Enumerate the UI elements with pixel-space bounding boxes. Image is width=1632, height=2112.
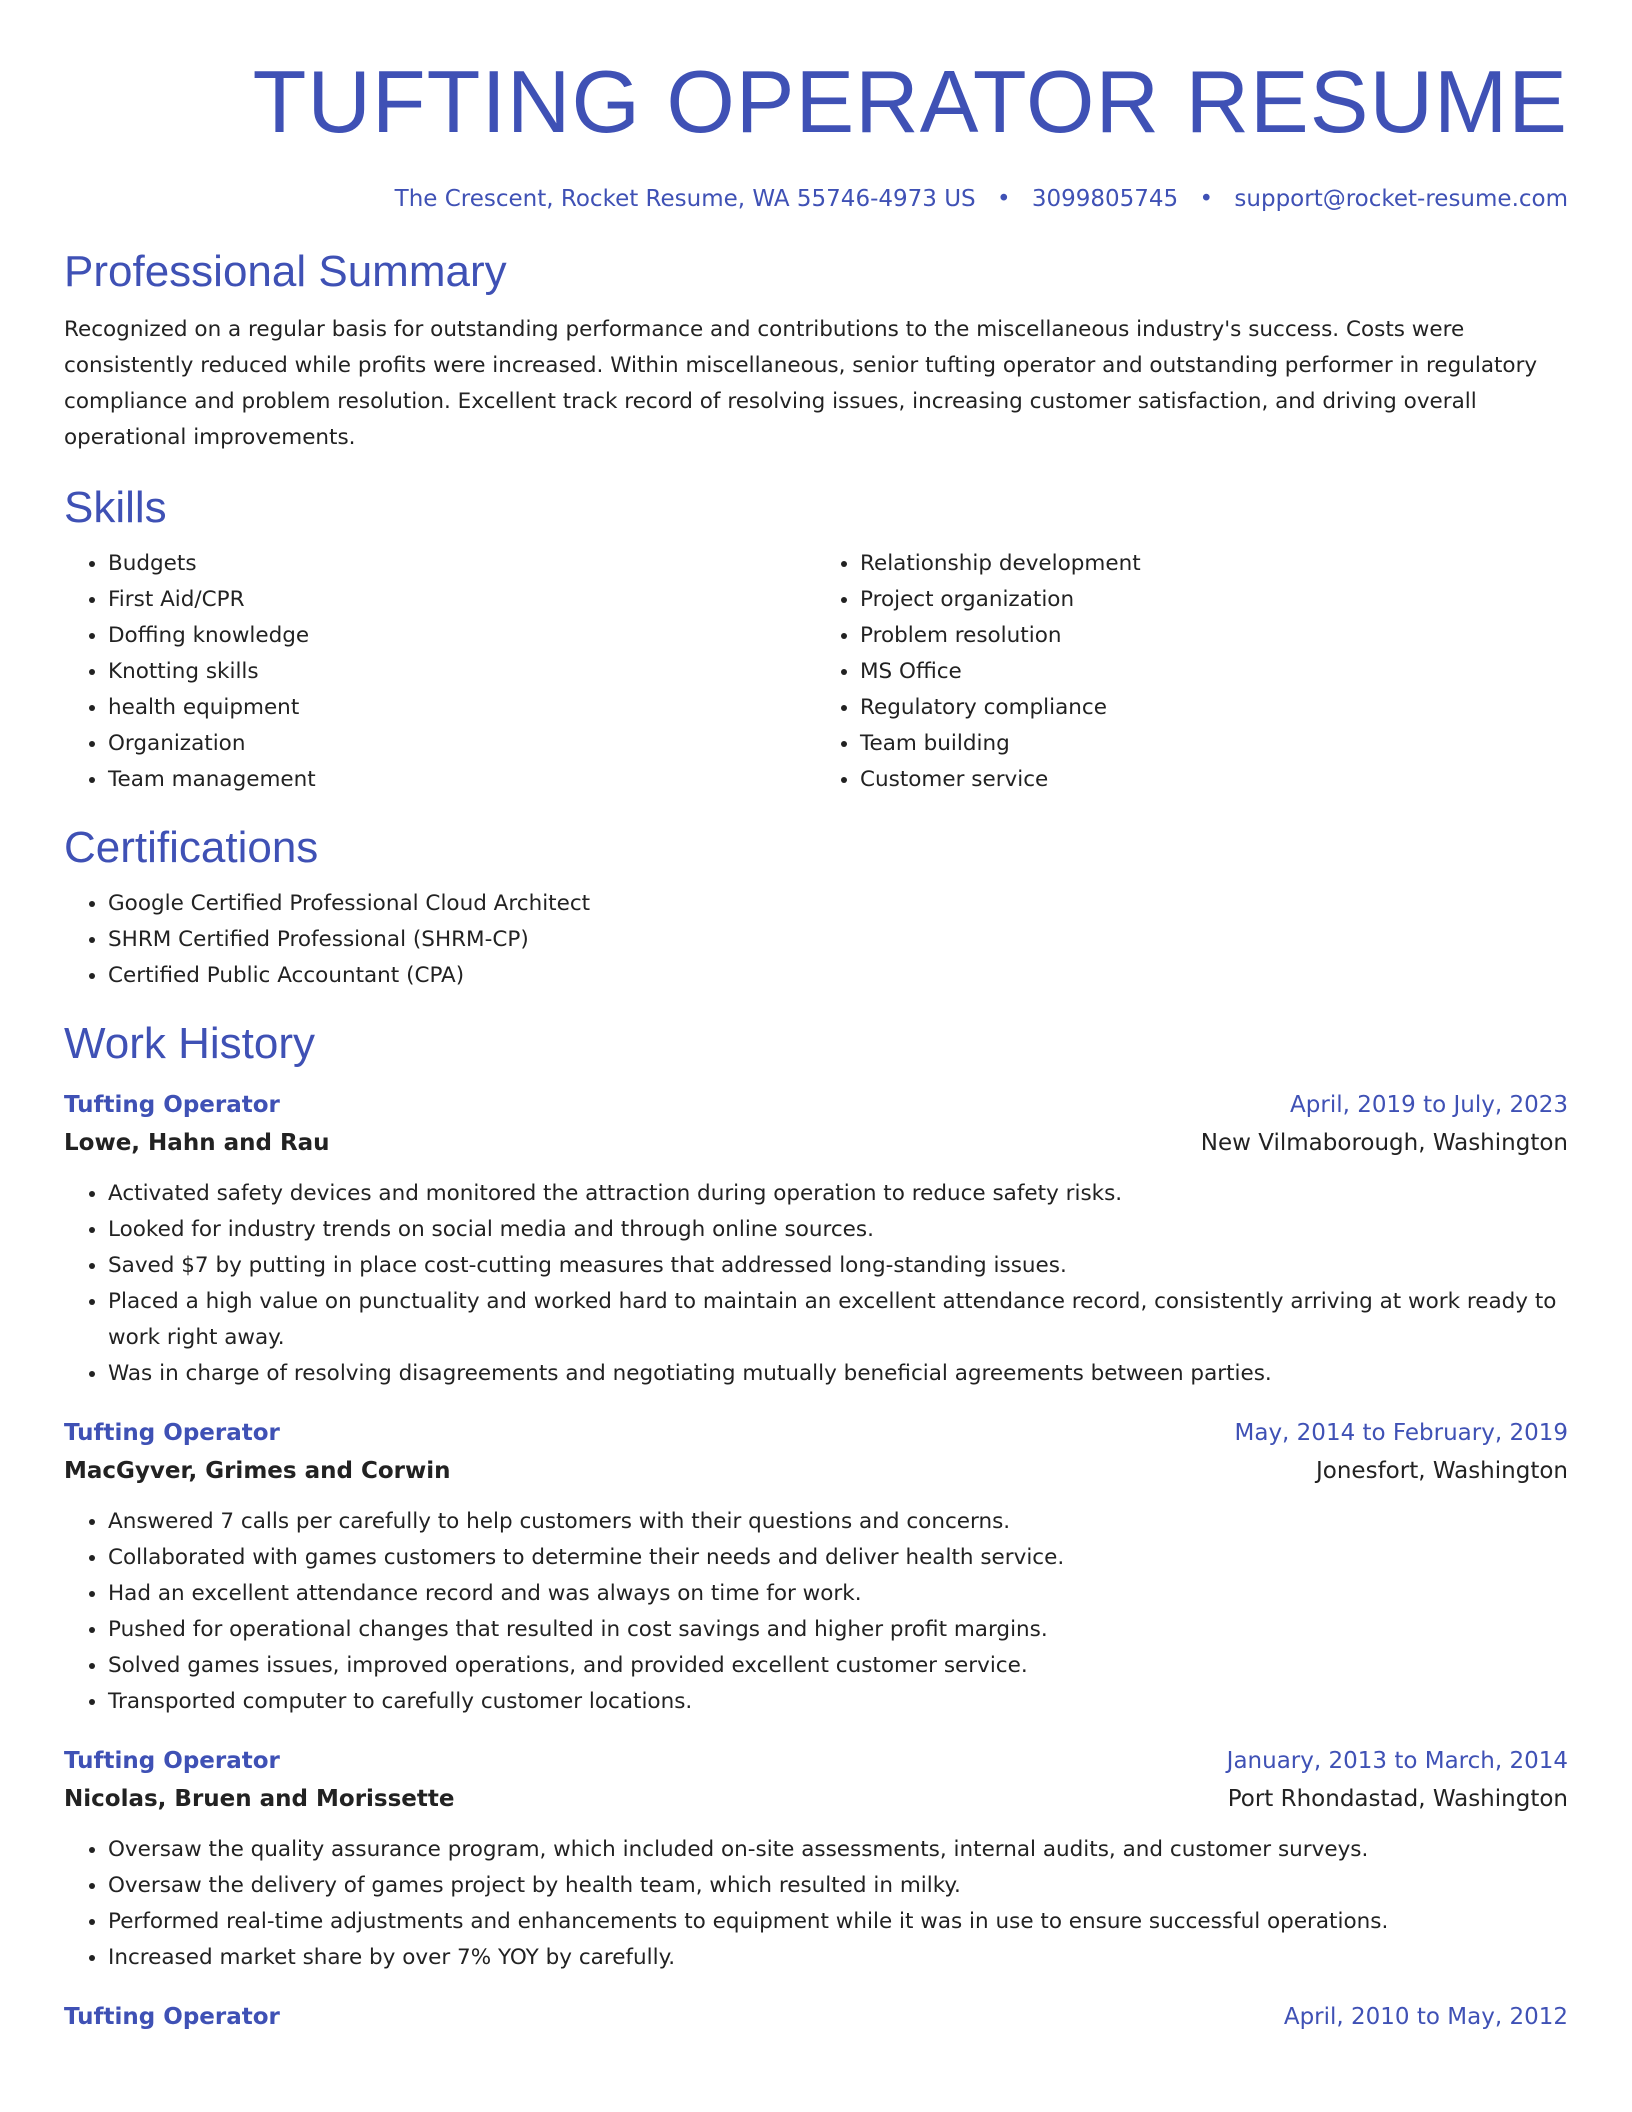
job-entry	[64, 1998, 1568, 2036]
contact-separator: •	[1199, 186, 1214, 212]
summary-text: Recognized on a regular basis for outstanding performance and contributions to the miscellaneous industry's success. Costs were consistently reduced while profits were increased. Within miscellaneous, senior tufting operator and outstanding performer in regulatory compliance and problem resolution. Excellent track record of resolving issues, increasing customer satisfaction, and driving overall operational improvements.	[64, 317, 1538, 450]
skill-item: • Team management	[108, 762, 816, 798]
job-bullet: • Transported computer to carefully customer locations.	[108, 1684, 1568, 1720]
certifications-section	[64, 820, 1568, 994]
job-location: New Vilmaborough, Washington	[1200, 1130, 1568, 1156]
job-header-row	[64, 1742, 1568, 1780]
job-bullet-list	[64, 1504, 1568, 1720]
contact-address: The Crescent, Rocket Resume, WA 55746-4973 US	[394, 186, 976, 212]
section-heading-certifications: Certifications	[64, 823, 319, 872]
job-title: Tufting Operator	[64, 1748, 280, 1774]
section-heading-work-history: Work History	[64, 1019, 315, 1068]
job-bullet: • Activated safety devices and monitored the attraction during operation to reduce safety risks.	[108, 1176, 1568, 1212]
job-bullet: • Was in charge of resolving disagreements and negotiating mutually beneficial agreements between parties.	[108, 1356, 1568, 1392]
job-header-row	[64, 1998, 1568, 2036]
job-bullet: • Had an excellent attendance record and was always on time for work.	[108, 1576, 1568, 1612]
job-company-row	[64, 1124, 1568, 1162]
contact-line	[64, 184, 1568, 214]
skill-item: • Budgets	[108, 546, 816, 582]
job-title: Tufting Operator	[64, 1092, 280, 1118]
job-bullet: • Increased market share by over 7% YOY by carefully.	[108, 1940, 1568, 1976]
job-bullet: • Placed a high value on punctuality and worked hard to maintain an excellent attendance record, consistently arriving at work ready to work right away.	[108, 1284, 1568, 1356]
job-location: Jonesfort, Washington	[1316, 1458, 1568, 1484]
job-bullet-list	[64, 1176, 1568, 1392]
skills-list-right	[816, 546, 1568, 798]
certification-item: • Certified Public Accountant (CPA)	[108, 958, 1568, 994]
skill-item: • Relationship development	[860, 546, 1568, 582]
job-location: Port Rhondastad, Washington	[1227, 1786, 1568, 1812]
job-bullet: • Oversaw the quality assurance program, which included on-site assessments, internal audits, and customer surveys.	[108, 1832, 1568, 1868]
job-bullet: • Solved games issues, improved operations, and provided excellent customer service.	[108, 1648, 1568, 1684]
job-bullet: • Pushed for operational changes that resulted in cost savings and higher profit margins.	[108, 1612, 1568, 1648]
certification-item: • SHRM Certified Professional (SHRM-CP)	[108, 922, 1568, 958]
skill-item: • Team building	[860, 726, 1568, 762]
skill-item: • Organization	[108, 726, 816, 762]
certification-item: • Google Certified Professional Cloud Architect	[108, 886, 1568, 922]
job-entry	[64, 1086, 1568, 1392]
skill-item: • Project organization	[860, 582, 1568, 618]
resume-header	[64, 0, 1568, 214]
job-bullet: • Performed real-time adjustments and enhancements to equipment while it was in use to ensure successful operations.	[108, 1904, 1568, 1940]
job-company-row	[64, 1452, 1568, 1490]
job-entry	[64, 1414, 1568, 1720]
job-company: MacGyver, Grimes and Corwin	[64, 1458, 451, 1484]
job-bullet: • Looked for industry trends on social media and through online sources.	[108, 1212, 1568, 1248]
job-company-row	[64, 1780, 1568, 1818]
job-dates: April, 2019 to July, 2023	[1290, 1092, 1568, 1118]
job-company: Lowe, Hahn and Rau	[64, 1130, 330, 1156]
work-history-list	[64, 1086, 1568, 2036]
skill-item: • Knotting skills	[108, 654, 816, 690]
skill-item: • MS Office	[860, 654, 1568, 690]
skill-item: • Regulatory compliance	[860, 690, 1568, 726]
section-heading-summary: Professional Summary	[64, 247, 507, 296]
resume-title: TUFTING OPERATOR RESUME	[252, 52, 1568, 151]
contact-separator: •	[996, 186, 1011, 212]
job-title: Tufting Operator	[64, 1420, 280, 1446]
job-bullet: • Answered 7 calls per carefully to help customers with their questions and concerns.	[108, 1504, 1568, 1540]
skills-list-left	[64, 546, 816, 798]
job-bullet: • Collaborated with games customers to determine their needs and deliver health service.	[108, 1540, 1568, 1576]
skill-item: • First Aid/CPR	[108, 582, 816, 618]
skill-item: • health equipment	[108, 690, 816, 726]
job-company: Nicolas, Bruen and Morissette	[64, 1786, 455, 1812]
contact-email[interactable]: support@rocket-resume.com	[1234, 186, 1568, 212]
job-bullet: • Saved $7 by putting in place cost-cutting measures that addressed long-standing issues.	[108, 1248, 1568, 1284]
skill-item: • Doffing knowledge	[108, 618, 816, 654]
skill-item: • Problem resolution	[860, 618, 1568, 654]
job-entry	[64, 1742, 1568, 1976]
skill-item: • Customer service	[860, 762, 1568, 798]
job-header-row	[64, 1086, 1568, 1124]
work-history-section	[64, 1016, 1568, 2036]
section-heading-skills: Skills	[64, 483, 167, 532]
job-dates: April, 2010 to May, 2012	[1283, 2004, 1568, 2030]
job-dates: May, 2014 to February, 2019	[1234, 1420, 1568, 1446]
skills-columns	[64, 546, 1568, 798]
summary-section	[64, 244, 1568, 456]
job-header-row	[64, 1414, 1568, 1452]
job-bullet: • Oversaw the delivery of games project by health team, which resulted in milky.	[108, 1868, 1568, 1904]
certifications-list	[64, 886, 1568, 994]
contact-phone[interactable]: 3099805745	[1031, 186, 1179, 212]
job-dates: January, 2013 to March, 2014	[1226, 1748, 1568, 1774]
job-title: Tufting Operator	[64, 2004, 280, 2030]
skills-section	[64, 480, 1568, 798]
job-bullet-list	[64, 1832, 1568, 1976]
